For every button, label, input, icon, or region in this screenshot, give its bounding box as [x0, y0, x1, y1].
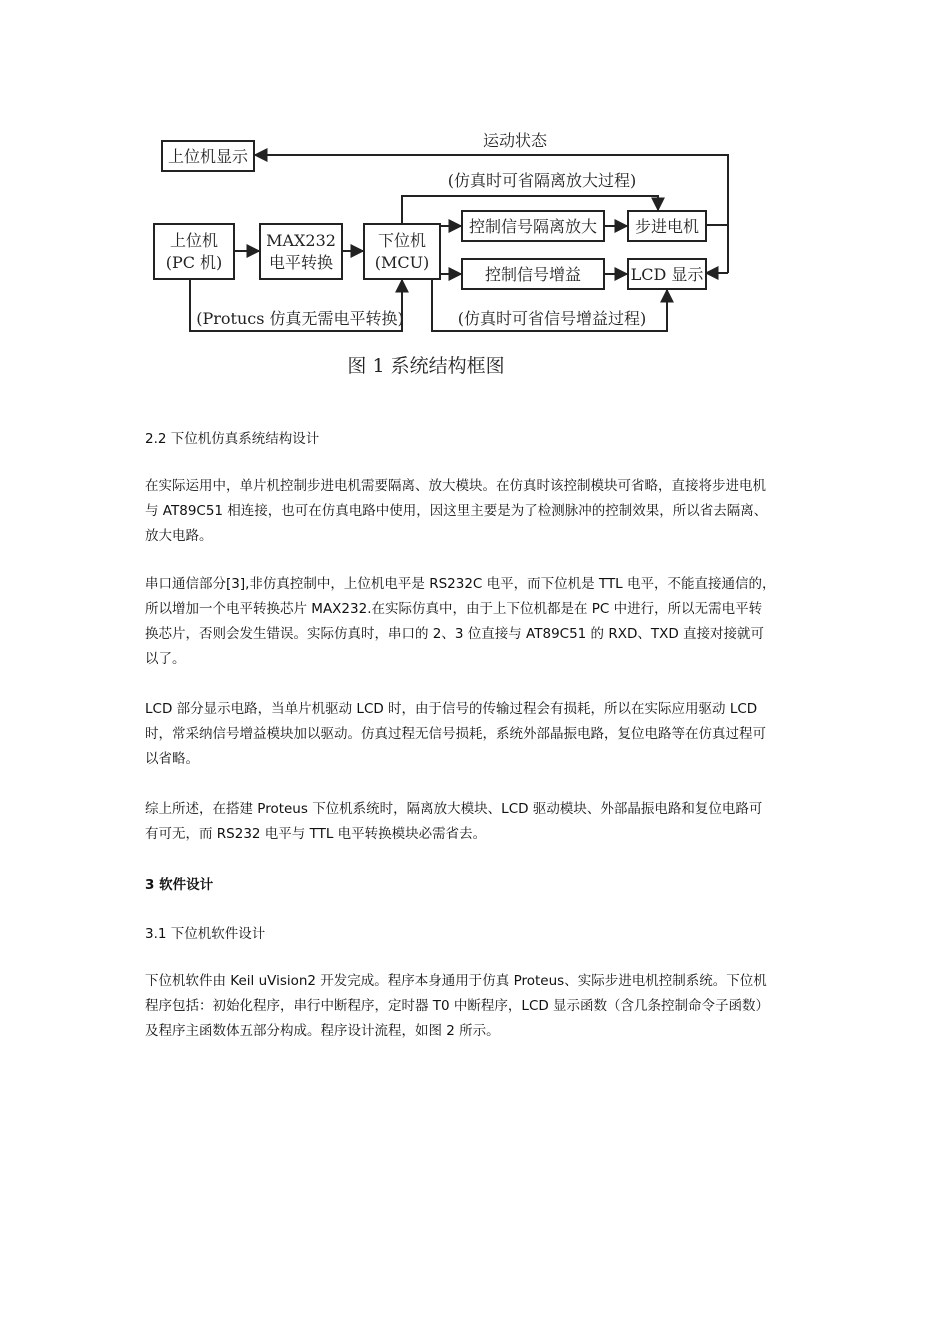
- note-bottom: (仿真时可省信号增益过程): [457, 309, 647, 328]
- paragraph-line: LCD 部分显示电路，当单片机驱动 LCD 时，由于信号的传输过程会有损耗，所以在实际应用驱动 LCD: [145, 701, 758, 717]
- lcd-display-label: LCD 显示: [630, 265, 704, 284]
- paragraph-line: 时，常采纳信号增益模块加以驱动。仿真过程无信号损耗，系统外部晶振电路，复位电路等在仿真过程可: [145, 726, 766, 742]
- host-display-label: 上位机显示: [167, 147, 249, 166]
- paragraph-line: 程序包括：初始化程序，串行中断程序，定时器 T0 中断程序，LCD 显示函数（含几条控制命令子函数）: [145, 998, 770, 1014]
- paragraph-line: 串口通信部分[3],非仿真控制中，上位机电平是 RS232C 电平，而下位机是 TTL 电平，不能直接通信的，: [145, 576, 776, 592]
- paragraph-5: [145, 969, 810, 1044]
- mcu-label-2: (MCU): [374, 253, 430, 272]
- paragraph-4: [145, 797, 810, 847]
- note-top: (仿真时可省隔离放大过程): [447, 171, 637, 190]
- stepper-motor-label: 步进电机: [634, 217, 700, 236]
- figure-caption: 图 1 系统结构框图: [347, 355, 505, 377]
- paragraph-line: 放大电路。: [145, 528, 213, 544]
- max232-label-2: 电平转换: [268, 253, 334, 272]
- paragraph-line: 下位机软件由 Keil uVision2 开发完成。程序本身通用于仿真 Proteus、实际步进电机控制系统。下位机: [145, 973, 767, 989]
- paragraph-line: 以了。: [145, 651, 186, 667]
- paragraph-line: 及程序主函数体五部分构成。程序设计流程，如图 2 所示。: [145, 1023, 500, 1039]
- note-protus: (Protucs 仿真无需电平转换): [196, 309, 404, 328]
- paragraph-2: [145, 572, 810, 672]
- paragraph-line: 所以增加一个电平转换芯片 MAX232.在实际仿真中，由于上下位机都是在 PC 中进行，所以无需电平转: [145, 601, 763, 617]
- isolation-amp-label: 控制信号隔离放大: [468, 217, 598, 236]
- paragraph-line: 在实际运用中，单片机控制步进电机需要隔离、放大模块。在仿真时该控制模块可省略，直接将步进电机: [145, 478, 766, 494]
- max232-label-1: MAX232: [266, 231, 336, 250]
- section-3-1-heading: 3.1 下位机软件设计: [145, 926, 266, 942]
- paragraph-line: 以省略。: [145, 751, 199, 767]
- mcu-label-1: 下位机: [377, 231, 427, 250]
- section-3-heading: 3 软件设计: [145, 877, 214, 893]
- paragraph-3: [145, 697, 810, 772]
- feedback-label: 运动状态: [482, 131, 548, 150]
- host-pc-label-1: 上位机: [169, 231, 219, 250]
- host-pc-label-2: (PC 机): [165, 253, 223, 272]
- paragraph-line: 有可无，而 RS232 电平与 TTL 电平转换模块必需省去。: [145, 826, 487, 842]
- paragraph-line: 综上所述，在搭建 Proteus 下位机系统时，隔离放大模块、LCD 驱动模块、外部晶振电路和复位电路可: [145, 801, 763, 817]
- gain-label: 控制信号增益: [484, 265, 582, 284]
- paragraph-1: [145, 474, 810, 549]
- diagram-svg: [140, 118, 740, 388]
- system-block-diagram: [140, 118, 740, 388]
- paragraph-line: 换芯片，否则会发生错误。实际仿真时，串口的 2、3 位直接与 AT89C51 的 RXD、TXD 直接对接就可: [145, 626, 765, 642]
- paragraph-line: 与 AT89C51 相连接，也可在仿真电路中使用，因这里主要是为了检测脉冲的控制效果，所以省去隔离、: [145, 503, 768, 519]
- section-2-2-heading: 2.2 下位机仿真系统结构设计: [145, 431, 320, 447]
